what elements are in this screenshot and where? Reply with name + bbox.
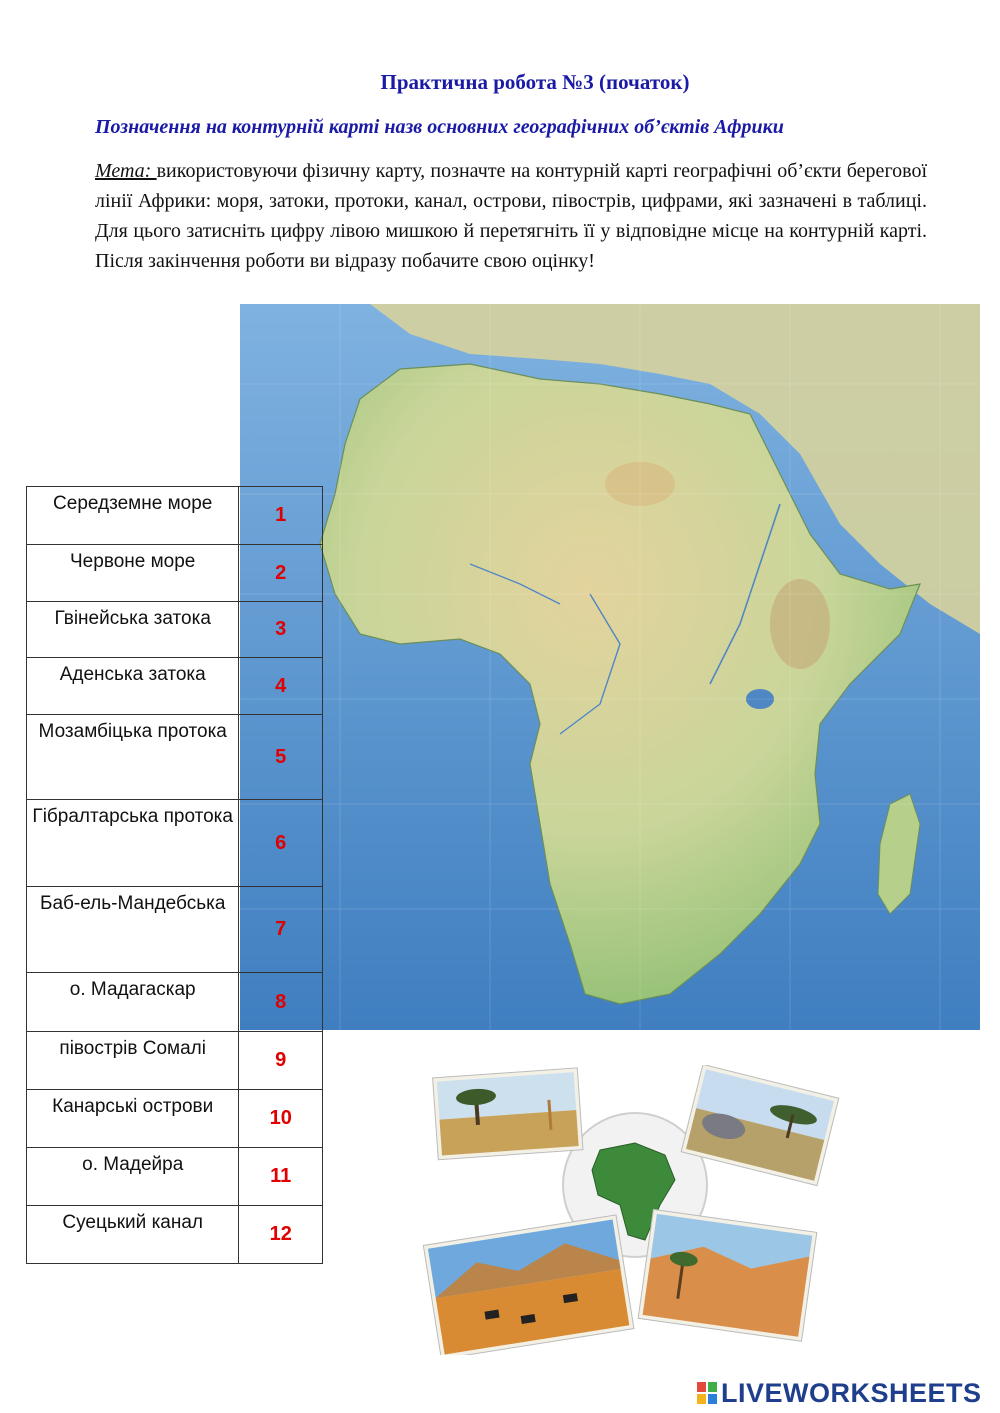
draggable-number[interactable]: 6 [239,800,323,887]
table-row [27,1090,323,1148]
object-name: Середземне море [27,487,239,545]
goal-text: використовуючи фізичну карту, позначте на контурній карті географічні об’єкти берегової лінії Африки: моря, затоки, протоки, канал, острови, півострів, цифрами, які зазначені в таблиці. Для цього затисніть цифру лівою мишкою й перетягніть її у відповідне місце на контурній карті. Після закінчення роботи ви відразу побачите свою оцінку! [95,160,928,272]
table-row [27,1148,323,1206]
object-name: Суецький канал [27,1206,239,1264]
liveworksheets-logo-text: LIVEWORKSHEETS [721,1378,982,1408]
draggable-number[interactable]: 11 [239,1148,323,1206]
goal-label: Мета: [95,160,157,182]
draggable-number[interactable]: 4 [239,658,323,715]
object-name: Мозамбіцька протока [27,715,239,800]
object-name: Баб-ель-Мандебська [27,887,239,973]
table-row [27,545,323,602]
africa-photo-collage [420,1065,840,1355]
liveworksheets-logo-icon [697,1380,717,1402]
object-name: півострів Сомалі [27,1032,239,1090]
draggable-number[interactable]: 9 [239,1032,323,1090]
draggable-number[interactable]: 8 [239,973,323,1032]
objects-table [26,486,323,1264]
object-name: о. Мадейра [27,1148,239,1206]
draggable-number[interactable]: 7 [239,887,323,973]
table-row [27,800,323,887]
object-name: Гібралтарська протока [27,800,239,887]
table-row [27,602,323,658]
draggable-number[interactable]: 10 [239,1090,323,1148]
table-row [27,487,323,545]
draggable-number[interactable]: 1 [239,487,323,545]
table-row [27,1206,323,1264]
goal-paragraph [95,156,927,276]
draggable-number[interactable]: 2 [239,545,323,602]
table-row [27,887,323,973]
page-subtitle: Позначення на контурній карті назв основних географічних об’єктів Африки [95,116,784,138]
table-row [27,658,323,715]
page-title: Практична робота №3 (початок) [380,70,690,94]
draggable-number[interactable]: 12 [239,1206,323,1264]
object-name: Червоне море [27,545,239,602]
table-row [27,1032,323,1090]
africa-physical-map [240,304,980,1030]
draggable-number[interactable]: 3 [239,602,323,658]
object-name: Аденська затока [27,658,239,715]
table-row [27,715,323,800]
table-row [27,973,323,1032]
object-name: Канарські острови [27,1090,239,1148]
object-name: Гвінейська затока [27,602,239,658]
liveworksheets-logo [697,1378,982,1408]
draggable-number[interactable]: 5 [239,715,323,800]
object-name: о. Мадагаскар [27,973,239,1032]
